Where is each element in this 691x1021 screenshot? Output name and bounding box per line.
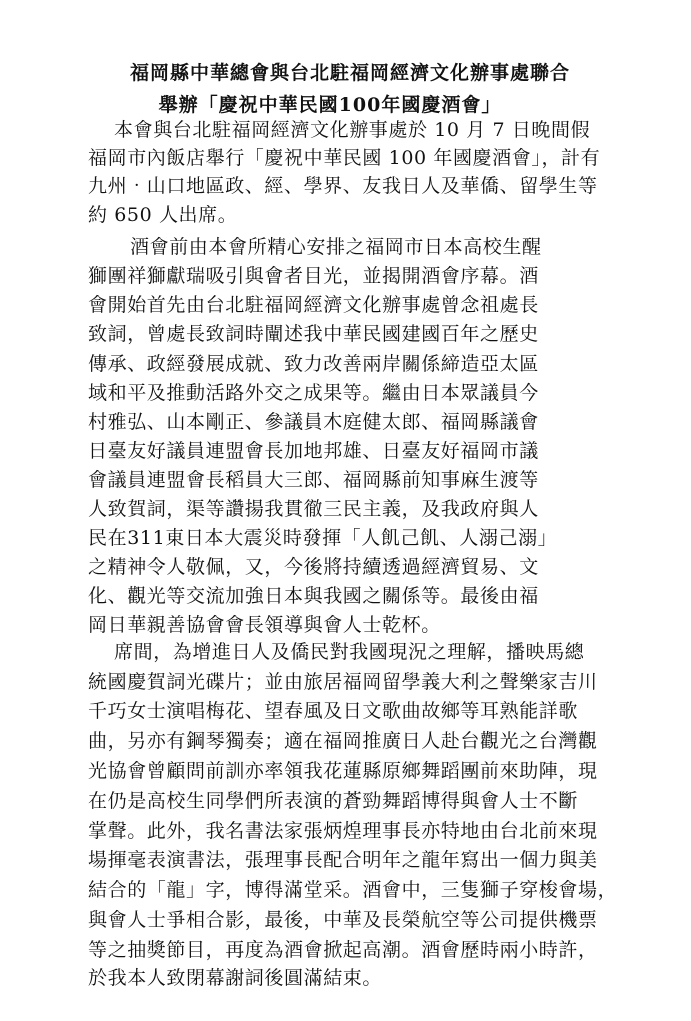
paragraph-line: 曲，另亦有鋼琴獨奏；適在福岡推廣日人赴台觀光之台灣觀 — [88, 730, 598, 752]
paragraph-line: 酒會前由本會所精心安排之福岡市日本高校生醒 — [130, 236, 542, 258]
paragraph-line: 人致賀詞，渠等讚揚我貫徹三民主義，及我政府與人 — [88, 498, 539, 520]
paragraph-line: 致詞，曾處長致詞時闡述我中華民國建國百年之歷史 — [88, 323, 539, 345]
paragraph-line: 之精神令人敬佩，又，今後將持續透過經濟貿易、文 — [88, 556, 539, 578]
paragraph-line: 約 650 人出席。 — [88, 204, 238, 226]
paragraph-line: 結合的「龍」字，博得滿堂采。酒會中，三隻獅子穿梭會場， — [88, 879, 618, 901]
paragraph-line: 本會與台北駐福岡經濟文化辦事處於 10 月 7 日晚間假 — [114, 119, 591, 141]
paragraph-line: 化、觀光等交流加強日本與我國之關係等。最後由福 — [88, 585, 539, 607]
paragraph-line: 統國慶賀詞光碟片；並由旅居福岡留學義大利之聲樂家吉川 — [88, 671, 598, 693]
paragraph-line: 席間，為增進日人及僑民對我國現況之理解，播映馬總 — [114, 641, 585, 663]
paragraph-line: 域和平及推動活路外交之成果等。繼由日本眾議員今 — [88, 382, 539, 404]
paragraph-line: 日臺友好議員連盟會長加地邦雄、日臺友好福岡市議 — [88, 440, 539, 462]
paragraph-line: 等之抽獎節目，再度為酒會掀起高潮。酒會歷時兩小時許， — [88, 939, 598, 961]
paragraph-line: 村雅弘、山本剛正、參議員木庭健太郎、福岡縣議會 — [88, 411, 539, 433]
paragraph-line: 民在311東日本大震災時發揮「人飢己飢、人溺己溺」 — [88, 527, 558, 549]
paragraph-line: 與會人士爭相合影，最後，中華及長榮航空等公司提供機票 — [88, 909, 598, 931]
paragraph-line: 場揮毫表演書法，張理事長配合明年之龍年寫出一個力與美 — [88, 849, 598, 871]
paragraph-line: 岡日華親善協會會長領導與會人士乾杯。 — [88, 614, 441, 636]
paragraph-line: 於我本人致閉幕謝詞後圓滿結束。 — [88, 967, 383, 989]
paragraph-line: 九州‧山口地區政、經、學界、友我日人及華僑、留學生等 — [88, 175, 598, 197]
paragraph-line: 福岡市內飯店舉行「慶祝中華民國 100 年國慶酒會」，計有 — [88, 147, 601, 169]
paragraph-line: 光協會曾顧問前訓亦率領我花蓮縣原鄉舞蹈團前來助陣，現 — [88, 760, 598, 782]
paragraph-line: 千巧女士演唱梅花、望春風及日文歌曲故鄉等耳熟能詳歌 — [88, 700, 579, 722]
document-title-line1: 福岡縣中華總會與台北駐福岡經濟文化辦事處聯合 — [129, 62, 570, 84]
document-title-line2: 舉辦「慶祝中華民國100年國慶酒會」 — [158, 94, 502, 116]
paragraph-line: 傳承、政經發展成就、致力改善兩岸關係締造亞太區 — [88, 353, 539, 375]
paragraph-line: 會議員連盟會長稻員大三郎、福岡縣前知事麻生渡等 — [88, 469, 539, 491]
paragraph-line: 掌聲。此外，我名書法家張炳煌理事長亦特地由台北前來現 — [88, 820, 598, 842]
paragraph-line: 獅團祥獅獻瑞吸引與會者目光，並揭開酒會序幕。酒 — [88, 265, 539, 287]
paragraph-line: 會開始首先由台北駐福岡經濟文化辦事處曾念祖處長 — [88, 294, 539, 316]
paragraph-line: 在仍是高校生同學們所表演的蒼勁舞蹈博得與會人士不斷 — [88, 790, 579, 812]
